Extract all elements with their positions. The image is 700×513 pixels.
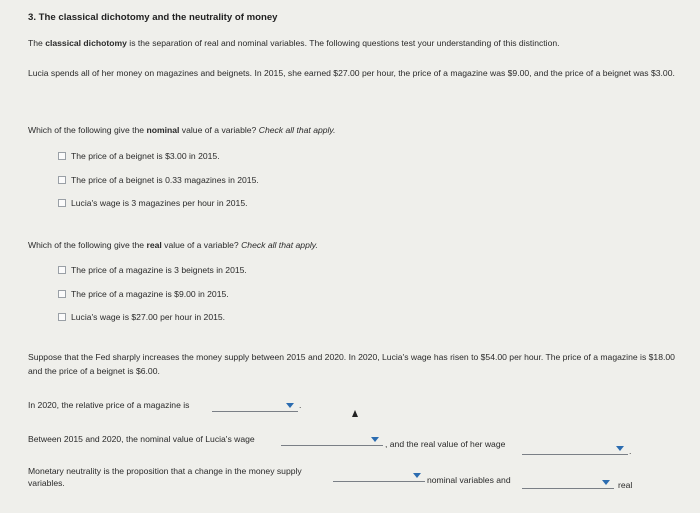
intro-prefix: The [28,38,46,48]
q2-option-3-checkbox[interactable] [58,313,66,321]
q1-middle: value of a variable? [179,125,259,135]
q5-label-line2: variables. [28,478,65,488]
q2-option-2-label[interactable]: The price of a magazine is $9.00 in 2015. [71,289,229,299]
q4-nominal-wage-dropdown[interactable] [281,434,383,446]
section-title: 3. The classical dichotomy and the neutrality of money [28,12,278,23]
chevron-down-icon [371,437,379,442]
q1-option-3-label[interactable]: Lucia's wage is 3 magazines per hour in 2015. [71,198,248,208]
intro-bold-term: classical dichotomy [45,38,127,48]
q2-instruction: Check all that apply. [241,240,318,250]
q4-real-wage-dropdown[interactable] [522,443,628,455]
q4-middle: , and the real value of her wage [385,439,506,449]
q4-label: Between 2015 and 2020, the nominal value of Lucia's wage [28,434,255,444]
q2-option-1-checkbox[interactable] [58,266,66,274]
q1-prefix: Which of the following give the [28,125,147,135]
q1-instruction: Check all that apply. [258,125,336,135]
q1-option-3-checkbox[interactable] [58,199,66,207]
q2-middle: value of a variable? [161,240,242,250]
intro-suffix: is the separation of real and nominal variables. The following questions test your understanding of this distinction. [126,38,560,48]
chevron-down-icon [413,473,421,478]
chevron-down-icon [616,446,624,451]
q1-option-2-checkbox[interactable] [58,176,66,184]
q1-bold: nominal [146,125,180,135]
q1-option-1-checkbox[interactable] [58,152,66,160]
intro-text [28,38,560,48]
q5-middle: nominal variables and [427,475,511,485]
q1-option-1-label[interactable]: The price of a beignet is $3.00 in 2015. [71,151,220,161]
q5-end: real [618,480,633,490]
q1-option-2-label[interactable]: The price of a beignet is 0.33 magazines in 2015. [71,175,259,185]
chevron-down-icon [286,403,294,408]
mouse-cursor-icon [352,410,358,417]
q2-option-2-checkbox[interactable] [58,290,66,298]
q2-prefix: Which of the following give the [28,240,147,250]
scenario-text: Lucia spends all of her money on magazines and beignets. In 2015, she earned $27.00 per hour, the price of a magazine was $9.00, and the price of a beignet was $3.00. [28,68,675,78]
q2-bold: real [146,240,162,250]
fed-scenario-text: Suppose that the Fed sharply increases the money supply between 2015 and 2020. In 2020, Lucia's wage has risen to $54.00 per hour. The price of a magazine is $18.00 and the price of a beignet is $6.00. [28,352,675,376]
q3-relative-price-dropdown[interactable] [212,400,298,412]
q5-nominal-variables-dropdown[interactable] [333,470,425,482]
q4-end: . [629,446,632,456]
q3-label: In 2020, the relative price of a magazine is [28,400,190,410]
q2-option-1-label[interactable]: The price of a magazine is 3 beignets in 2015. [71,265,247,275]
chevron-down-icon [602,480,610,485]
q5-label-line1: Monetary neutrality is the proposition that a change in the money supply [28,466,302,476]
q5-real-variables-dropdown[interactable] [522,477,614,489]
q1-prompt [28,125,335,135]
q2-option-3-label[interactable]: Lucia's wage is $27.00 per hour in 2015. [71,312,226,322]
q2-prompt [28,240,318,250]
q3-end: . [299,400,302,410]
